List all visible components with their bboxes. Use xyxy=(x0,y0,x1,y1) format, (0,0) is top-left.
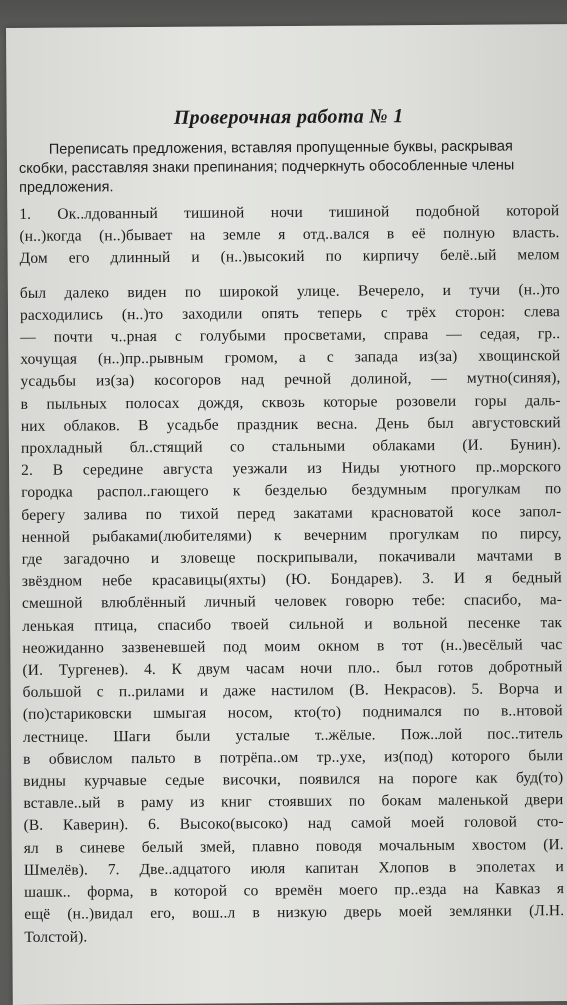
text-line: усадьбы из(за) косогоров над речной долиной, — мутно(синяя), xyxy=(20,369,561,391)
text-line: был далеко виден по широкой улице. Вечерело, и тучи (н..)то xyxy=(19,280,560,302)
text-line: неожиданно зазвеневшей под моим окном в тот (н..)весёлый час xyxy=(22,635,563,657)
text-line: видны курчавые седые височки, появился на пороге как буд(то) xyxy=(23,769,564,790)
text-line: вставле..ый в раму из книг стоявших по бокам маленькой двери xyxy=(23,791,564,813)
text-block-bottom xyxy=(20,279,565,949)
text-line: в пыльных полосах дождя, сквозь которые розовели горы даль- xyxy=(20,391,561,413)
page-title: Проверочная работа № 1 xyxy=(173,105,404,129)
text-line: лестнице. Шаги были усталые т..жёлые. Пож..лой пос..титель xyxy=(22,724,563,746)
text-line: большой с п..рилами и даже настилом (В. Некрасов). 5. Ворча и xyxy=(22,680,563,702)
text-line: ещё (н..)видал его, вош..л в низкую дверь моей землянки (Л.Н. xyxy=(24,902,565,924)
page-content xyxy=(19,104,565,948)
text-block-top xyxy=(19,200,559,270)
text-line: (В. Каверин). 6. Высоко(высоко) над самой моей головой сто- xyxy=(23,813,564,835)
text-line: Толстой). xyxy=(24,927,88,946)
text-line: (И. Тургенев). 4. К двум часам ночи пло.. был готов добротный xyxy=(22,658,563,679)
text-line: 1. Ок..лдованный тишиной ночи тишиной подобной которой xyxy=(19,202,560,223)
text-line: хочущая (н..)пр..рывным громом, а с запада из(за) хвощинской xyxy=(20,347,561,369)
text-line: ненной рыбаками(любителями) к вечерним прогулкам по пирсу, xyxy=(21,524,562,546)
text-line: где загадочно и зловеще поскрипывали, покачивали мачтами в xyxy=(21,547,562,568)
task-instruction: Переписать предложения, вставляя пропущенные буквы, раскрывая скобки, расставляя знаки препинания; подчеркнуть обособленные члены предложения. xyxy=(18,138,515,196)
text-line: смешной влюблённый личный человек говорю тебе: спасибо, ма- xyxy=(21,591,563,613)
text-line: Шмелёв). 7. Две..адцатого июля капитан Хлопов в эполетах и xyxy=(23,858,564,879)
text-line: (н..)когда (н..)бывает на земле я отд..вался в её полную власть. xyxy=(19,224,560,246)
text-line: ял в синеве белый змей, плавно поводя мочальным хвостом (И. xyxy=(23,835,564,857)
text-line: 2. В середине августа уезжали из Ниды уютного пр..морского xyxy=(21,458,562,480)
text-line: шашк.. форма, в которой со времён моего пр..езда на Кавказ я xyxy=(23,880,565,901)
text-line: берегу залива по тихой перед закатами красноватой косе запол- xyxy=(21,502,562,524)
text-line: городка распол..гающего к безделью бездумным прогулкам по xyxy=(21,480,562,502)
text-line: в обвислом пальто в потрёпа..ом тр..ухе, из(под) которого были xyxy=(23,747,564,768)
text-line: Дом его длинный и (н..)высокий по кирпичу белё..ый мелом xyxy=(19,246,560,268)
text-line: (по)стариковски шмыгая носом, кто(то) поднимался по в..нтовой xyxy=(22,702,563,724)
text-line: них облаков. В усадьбе праздник весна. День был августовский xyxy=(20,413,561,435)
text-line: прохладный бл..стящий со стальными облаками (И. Бунин). xyxy=(20,436,561,457)
text-line: ленькая птица, спасибо твоей сильной и вольной песенке так xyxy=(22,613,563,635)
text-line: звёздном небе красавицы(яхты) (Ю. Бондарев). 3. И я бедный xyxy=(21,569,562,591)
text-line: расходились (н..)то заходили опять теперь с трёх сторон: слева xyxy=(19,302,561,324)
book-page xyxy=(6,24,567,1005)
text-line: — почти ч..рная с голубыми просветами, справа — седая, гр.. xyxy=(20,325,561,346)
